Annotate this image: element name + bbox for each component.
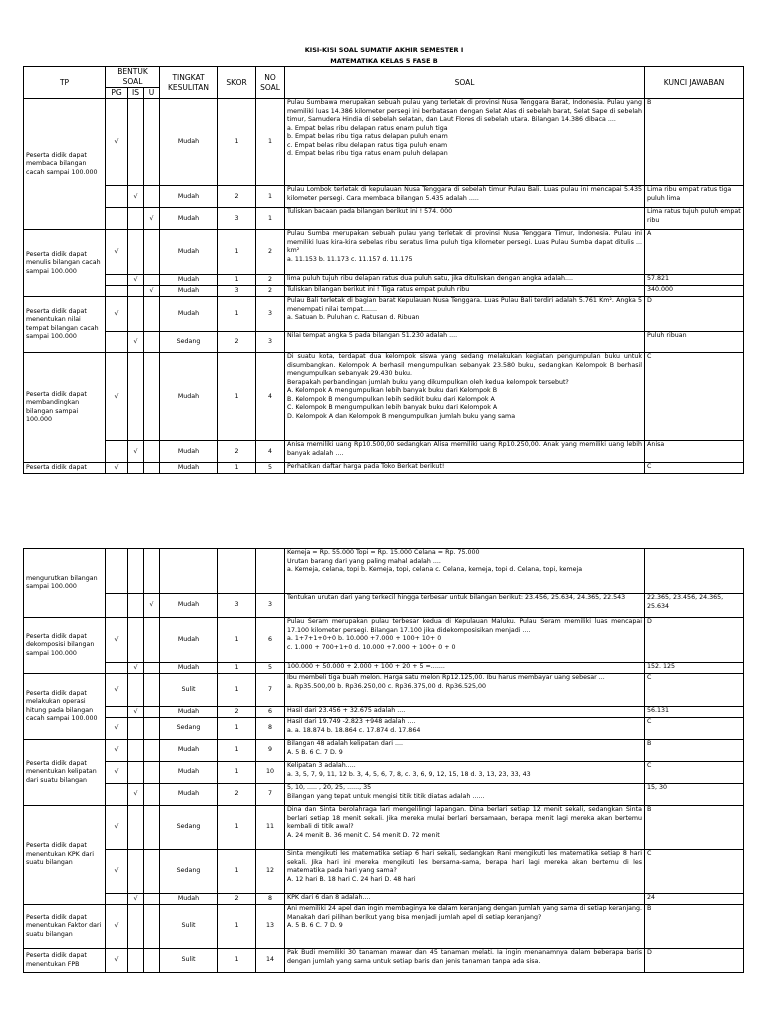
- doc-title: KISI-KISI SOAL SUMATIF AKHIR SEMESTER I: [304, 46, 464, 54]
- soal-text: Dina dan Sinta berolahraga lari mengelilingi lapangan. Dina berlari setiap 12 menit sekali, sedangkan Sinta berlari setiap 18 menit sekali. Jika mereka mulai berlari bersamaan, berapa menit lagi mereka akan bertemu kembali di titik awal?: [287, 806, 642, 830]
- level-cell: Mudah: [160, 99, 218, 186]
- soal-cell: Anisa memiliki uang Rp10.500,00 sedangkan Alisa memiliki uang Rp10.250,00. Anak yang memiliki uang lebih banyak adalah ....: [285, 441, 645, 463]
- skor-cell: 1: [218, 99, 256, 186]
- options: A. 5 B. 6 C. 7 D. 9: [287, 922, 343, 929]
- check-pg: √: [106, 740, 128, 762]
- skor-cell: 2: [218, 784, 256, 806]
- level-cell: Sulit: [160, 905, 218, 949]
- soal-cell: Tuliskan bacaan pada bilangan berikut ini ! 574. 000: [285, 208, 645, 230]
- kunci-cell: C: [645, 718, 744, 740]
- tp-cell: mengurutkan bilangan sampai 100.000: [24, 549, 106, 618]
- no-cell: 13: [256, 905, 285, 949]
- header-no-soal: NO SOAL: [256, 67, 285, 99]
- table-row: [24, 674, 744, 707]
- soal-cell: Pulau Lombok terletak di kepulauan Nusa Tenggara di sebelah timur Pulau Bali. Luas pulau ini mencapai 5.435 kilometer persegi. Cara membaca bilangan 5.435 adalah .....: [285, 186, 645, 208]
- option-c: c. Empat belas ribu delapan ratus tiga puluh enam: [287, 141, 448, 149]
- check-pg: √: [106, 905, 128, 949]
- table-row: [24, 718, 744, 740]
- header-tingkat-kesulitan: TINGKAT KESULITAN: [160, 67, 218, 99]
- option-d: D. Kelompok A dan Kelompok B mengumpulkan jumlah buku yang sama: [287, 412, 516, 420]
- skor-cell: 1: [218, 353, 256, 441]
- soal-cell: [285, 806, 645, 850]
- skor-cell: 1: [218, 740, 256, 762]
- tp-cell: Peserta didik dapat melakukan operasi hitung pada bilangan cacah sampai 100.000: [24, 674, 106, 740]
- no-cell: 2: [256, 286, 285, 297]
- no-cell: 3: [256, 297, 285, 332]
- no-cell: 12: [256, 850, 285, 894]
- no-cell: 1: [256, 208, 285, 230]
- soal-text: Pulau Sumbawa merupakan sebuah pulau yang terletak di provinsi Nusa Tenggara Barat, Indonesia. Pulau yang memiliki luas 14.386 kilometer persegi ini berbatasan dengan Selat Alas di sebelah barat, Selat Sape di sebelah timur, Samudera Hindia di sebelah selatan, dan Laut Flores di sebelah utara. Bilangan 14.386 dibaca ....: [287, 99, 643, 124]
- level-cell: Sedang: [160, 850, 218, 894]
- soal-cell: Tuliskan bilangan berikut ini ! Tiga ratus empat puluh ribu: [285, 286, 645, 297]
- header-skor: SKOR: [218, 67, 256, 99]
- soal-cell: Hasil dari 23.456 + 32.675 adalah ....: [285, 707, 645, 718]
- no-cell: 4: [256, 353, 285, 441]
- soal-cell: Tentukan urutan dari yang terkecil hingga terbesar untuk bilangan berikut: 23.456, 25.634, 24.365, 22.543: [285, 594, 645, 618]
- question: Urutan barang dari yang paling mahal adalah ....: [287, 557, 441, 565]
- check-u: √: [144, 286, 160, 297]
- check-pg: √: [106, 949, 128, 973]
- table-row: [24, 186, 744, 208]
- options: a. Kemeja, celana, topi b. Kemeja, topi, celana c. Celana, kemeja, topi d. Celana, topi, kemeja: [287, 566, 583, 573]
- table-row: [24, 850, 744, 894]
- skor-cell: 1: [218, 230, 256, 275]
- table-row: [24, 230, 744, 275]
- skor-cell: 1: [218, 463, 256, 474]
- level-cell: Mudah: [160, 441, 218, 463]
- header-tp: TP: [24, 67, 106, 99]
- question: Berapakah perbandingan jumlah buku yang dikumpulkan oleh kedua kelompok tersebut?: [287, 378, 569, 386]
- table-row: [24, 463, 744, 474]
- no-cell: 7: [256, 784, 285, 806]
- skor-cell: 1: [218, 850, 256, 894]
- header-is: IS: [128, 88, 144, 99]
- level-cell: Mudah: [160, 208, 218, 230]
- level-cell: Mudah: [160, 594, 218, 618]
- soal-text: Pulau Bali terletak di bagian barat Kepulauan Nusa Tenggara. Luas Pulau Bali terdiri adalah 5.761 Km². Angka 5 menempati nilai tempat.......: [287, 297, 643, 313]
- soal-cell: [285, 784, 645, 806]
- kunci-cell: D: [645, 949, 744, 973]
- kunci-cell: A: [645, 230, 744, 275]
- soal-text: Di suatu kota, terdapat dua kelompok siswa yang sedang melakukan kegiatan pengumpulan buku untuk disumbangkan. Kelompok A berhasil mengumpulkan sebanyak 23.580 buku, sedangkan Kelompok B berhasil mengumpulkan sebanyak 29.430 buku.: [287, 353, 643, 378]
- kisi-table-page2: [23, 548, 744, 973]
- soal-cell: [285, 762, 645, 784]
- check-is: √: [128, 707, 144, 718]
- kunci-cell: C: [645, 353, 744, 441]
- options: a. 11.153 b. 11.173 c. 11.157 d. 11.175: [287, 255, 413, 263]
- options: A. 12 hari B. 18 hari C. 24 hari D. 48 hari: [287, 875, 416, 883]
- check-pg: √: [106, 353, 128, 441]
- header-soal: SOAL: [285, 67, 645, 99]
- soal-cell: KPK dari 6 dan 8 adalah....: [285, 894, 645, 905]
- skor-cell: 2: [218, 332, 256, 353]
- level-cell: Mudah: [160, 707, 218, 718]
- kunci-cell: 22.365, 23.456, 24.365, 25.634: [645, 594, 744, 618]
- check-pg: √: [106, 297, 128, 332]
- no-cell: 8: [256, 894, 285, 905]
- table-row: [24, 740, 744, 762]
- header-bentuk-soal: BENTUK SOAL: [106, 67, 160, 88]
- skor-cell: 1: [218, 663, 256, 674]
- skor-cell: 1: [218, 806, 256, 850]
- check-is: √: [128, 332, 144, 353]
- check-pg: √: [106, 674, 128, 707]
- level-cell: Mudah: [160, 762, 218, 784]
- level-cell: Mudah: [160, 186, 218, 208]
- no-cell: 1: [256, 99, 285, 186]
- soal-cell: Perhatikan daftar harga pada Toko Berkat berikut!: [285, 463, 645, 474]
- soal-text: Bilangan 48 adalah kelipatan dari ....: [287, 740, 404, 747]
- header-pg: PG: [106, 88, 128, 99]
- no-cell: 3: [256, 332, 285, 353]
- check-pg: √: [106, 806, 128, 850]
- check-pg: √: [106, 850, 128, 894]
- soal-text: Pulau Seram merupakan pulau terbesar kedua di Kepulauan Maluku. Pulau Seram memiliki luas mencapai 17.100 kilometer persegi. Bilangan 17.100 jika didekomposisikan menjadi ....: [287, 618, 642, 634]
- no-cell: 6: [256, 707, 285, 718]
- option-a: a. Empat belas ribu delapan ratus enam puluh tiga: [287, 124, 448, 132]
- table-row: [24, 297, 744, 332]
- tp-cell: Peserta didik dapat menentukan kelipatan dari suatu bilangan: [24, 740, 106, 806]
- table-row: [24, 286, 744, 297]
- table-row: [24, 594, 744, 618]
- skor-cell: 2: [218, 894, 256, 905]
- soal-text: Ani memiliki 24 apel dan ingin membaginya ke dalam keranjang dengan jumlah yang sama di setiap keranjang. Manakah dari pilihan berikut yang bisa menjadi jumlah apel di setiap keranjang?: [287, 905, 642, 921]
- tp-cell: Peserta didik dapat dekomposisi bilangan sampai 100.000: [24, 618, 106, 674]
- table-row: [24, 208, 744, 230]
- kunci-cell: 56.131: [645, 707, 744, 718]
- header-u: U: [144, 88, 160, 99]
- table-row: [24, 618, 744, 663]
- no-cell: 9: [256, 740, 285, 762]
- kunci-cell: 340.000: [645, 286, 744, 297]
- level-cell: Mudah: [160, 463, 218, 474]
- no-cell: 5: [256, 463, 285, 474]
- level-cell: Sedang: [160, 718, 218, 740]
- soal-cell: Pak Budi memiliki 30 tanaman mawar dan 45 tanaman melati. Ia ingin menanamnya dalam beberapa baris dengan jumlah yang sama untuk setiap baris dan jenis tanaman tanpa ada sisa.: [285, 949, 645, 973]
- kunci-cell: 15, 30: [645, 784, 744, 806]
- level-cell: Sulit: [160, 949, 218, 973]
- table-row: [24, 707, 744, 718]
- kunci-cell: 57.821: [645, 275, 744, 286]
- soal-cell: [285, 740, 645, 762]
- table-row: [24, 441, 744, 463]
- level-cell: Mudah: [160, 230, 218, 275]
- table-row: [24, 353, 744, 441]
- table-row: [24, 332, 744, 353]
- tp-cell: Peserta didik dapat menentukan KPK dari suatu bilangan: [24, 806, 106, 905]
- options: A. 5 B. 6 C. 7 D. 9: [287, 748, 343, 756]
- no-cell: 14: [256, 949, 285, 973]
- soal-cell: Nilai tempat angka 5 pada bilangan 51.230 adalah ....: [285, 332, 645, 353]
- level-cell: Mudah: [160, 297, 218, 332]
- skor-cell: 3: [218, 286, 256, 297]
- kunci-cell: B: [645, 806, 744, 850]
- check-is: √: [128, 186, 144, 208]
- skor-cell: 1: [218, 718, 256, 740]
- table-row: [24, 894, 744, 905]
- option-d: d. Empat belas ribu tiga ratus enam puluh delapan: [287, 150, 448, 158]
- soal-cell: [285, 99, 645, 186]
- kunci-cell: B: [645, 905, 744, 949]
- check-is: √: [128, 441, 144, 463]
- kunci-cell: Lima ribu empat ratus tiga puluh lima: [645, 186, 744, 208]
- check-is: √: [128, 894, 144, 905]
- table-row: [24, 275, 744, 286]
- soal-cell: [285, 850, 645, 894]
- check-is: √: [128, 784, 144, 806]
- level-cell: Sulit: [160, 674, 218, 707]
- options: a. 3, 5, 7, 9, 11, 12 b. 3, 4, 5, 6, 7, 8, c. 3, 6, 9, 12, 15, 18 d. 3, 13, 23, 33, 43: [287, 770, 531, 778]
- soal-cell: [285, 905, 645, 949]
- skor-cell: 1: [218, 905, 256, 949]
- level-cell: Sedang: [160, 806, 218, 850]
- soal-cell: 100.000 + 50.000 + 2.000 + 100 + 20 + 5 =.......: [285, 663, 645, 674]
- skor-cell: 1: [218, 762, 256, 784]
- option-b: B. Kelompok B mengumpulkan lebih sedikit buku dari Kelompok A: [287, 395, 495, 403]
- tp-cell: Peserta didik dapat membandingkan bilangan sampai 100.000: [24, 353, 106, 463]
- options-ab: a. 1+7+1+0+0 b. 10.000 +7.000 + 100+ 10+ 0: [287, 635, 442, 642]
- check-pg: √: [106, 762, 128, 784]
- table-row: [24, 806, 744, 850]
- options: a. Satuan b. Puluhan c. Ratusan d. Ribuan: [287, 314, 420, 322]
- kunci-cell: D: [645, 618, 744, 663]
- kisi-table-page1: [23, 66, 744, 474]
- skor-cell: 3: [218, 208, 256, 230]
- options-cd: c. 1.000 + 700+1+0 d. 10.000 +7.000 + 100+ 0 + 0: [287, 643, 456, 651]
- tp-cell: Peserta didik dapat menentukan FPB: [24, 949, 106, 973]
- check-pg: √: [106, 463, 128, 474]
- tp-cell: Peserta didik dapat: [24, 463, 106, 474]
- skor-cell: 1: [218, 618, 256, 663]
- kunci-cell: D: [645, 297, 744, 332]
- tp-cell: Peserta didik dapat menentukan nilai tempat bilangan cacah sampai 100.000: [24, 297, 106, 353]
- check-pg: √: [106, 99, 128, 186]
- level-cell: Mudah: [160, 286, 218, 297]
- kunci-cell: 152. 125: [645, 663, 744, 674]
- check-is: √: [128, 663, 144, 674]
- check-pg: √: [106, 618, 128, 663]
- soal-text: Kelipatan 3 adalah.....: [287, 762, 356, 769]
- header-kunci-jawaban: KUNCI JAWABAN: [645, 67, 744, 99]
- kunci-cell: C: [645, 674, 744, 707]
- no-cell: 7: [256, 674, 285, 707]
- kunci-cell: B: [645, 740, 744, 762]
- skor-cell: 2: [218, 707, 256, 718]
- check-u: √: [144, 594, 160, 618]
- tp-cell: Peserta didik dapat menentukan Faktor dari suatu bilangan: [24, 905, 106, 949]
- skor-cell: 2: [218, 186, 256, 208]
- kunci-cell: C: [645, 850, 744, 894]
- no-cell: 5: [256, 663, 285, 674]
- soal-cell: [285, 297, 645, 332]
- check-pg: √: [106, 718, 128, 740]
- level-cell: Mudah: [160, 663, 218, 674]
- level-cell: Mudah: [160, 618, 218, 663]
- level-cell: Mudah: [160, 353, 218, 441]
- skor-cell: 1: [218, 674, 256, 707]
- kunci-cell: C: [645, 762, 744, 784]
- options: A. 24 menit B. 36 menit C. 54 menit D. 72 menit: [287, 831, 440, 839]
- soal-cell: [285, 674, 645, 707]
- soal-text: Pulau Sumba merupakan sebuah pulau yang terletak di provinsi Nusa Tenggara Timur, Indonesia. Pulau ini memiliki luas kira-kira sebelas ribu seratus lima puluh tiga kilometer persegi. Luas Pulau Sumba dapat ditulis ... km²: [287, 230, 643, 255]
- kunci-cell: C: [645, 463, 744, 474]
- tp-cell: Peserta didik dapat membaca bilangan cacah sampai 100.000: [24, 99, 106, 230]
- option-a: A. Kelompok A mengumpulkan lebih banyak buku dari Kelompok B: [287, 387, 498, 395]
- no-cell: 10: [256, 762, 285, 784]
- skor-cell: 2: [218, 441, 256, 463]
- no-cell: 11: [256, 806, 285, 850]
- no-cell: 6: [256, 618, 285, 663]
- skor-cell: 1: [218, 297, 256, 332]
- doc-subtitle: MATEMATIKA KELAS 5 FASE B: [330, 57, 438, 65]
- level-cell: Mudah: [160, 784, 218, 806]
- soal-text: Hasil dari 19.749 -2.823 +948 adalah ....: [287, 718, 416, 725]
- question: Bilangan yang tepat untuk mengisi titik titik diatas adalah ......: [287, 792, 485, 800]
- kunci-cell: Anisa: [645, 441, 744, 463]
- table-row: [24, 949, 744, 973]
- price-list: Kemeja = Rp. 55.000 Topi = Rp. 15.000 Celana = Rp. 75.000: [287, 549, 480, 556]
- kunci-cell: Lima ratus tujuh puluh empat ribu: [645, 208, 744, 230]
- option-c: C. Kelompok B mengumpulkan lebih banyak buku dari Kelompok A: [287, 404, 498, 412]
- soal-cell: [285, 618, 645, 663]
- soal-cell: [285, 353, 645, 441]
- no-cell: 4: [256, 441, 285, 463]
- options: a. Rp35.500,00 b. Rp36.250,00 c. Rp36.375,00 d. Rp36.525,00: [287, 682, 487, 690]
- option-b: b. Empat belas ribu tiga ratus delapan puluh enam: [287, 133, 448, 141]
- no-cell: 8: [256, 718, 285, 740]
- check-pg: √: [106, 230, 128, 275]
- no-cell: 3: [256, 594, 285, 618]
- table-row: [24, 905, 744, 949]
- level-cell: Sedang: [160, 332, 218, 353]
- kunci-cell: 24: [645, 894, 744, 905]
- soal-text: 5, 10, ..... , 20, 25, ......, 35: [287, 784, 372, 791]
- options: a. a. 18.874 b. 18.864 c. 17.874 d. 17.864: [287, 726, 421, 734]
- table-row: [24, 99, 744, 186]
- soal-text: Sinta mengikuti les matematika setiap 6 hari sekali, sedangkan Rani mengikuti les matematika setiap 8 hari sekali. Jika hari ini mereka mengikuti les bersama-sama, berapa hari lagi mereka akan bertemu di les matematika pada hari yang sama?: [287, 850, 642, 874]
- no-cell: 2: [256, 275, 285, 286]
- soal-cell: lima puluh tujuh ribu delapan ratus dua puluh satu, jika dituliskan dengan angka adalah....: [285, 275, 645, 286]
- soal-cell: [285, 549, 645, 594]
- level-cell: Mudah: [160, 894, 218, 905]
- skor-cell: 3: [218, 594, 256, 618]
- soal-cell: [285, 718, 645, 740]
- skor-cell: 1: [218, 275, 256, 286]
- no-cell: 1: [256, 186, 285, 208]
- kunci-cell: Puluh ribuan: [645, 332, 744, 353]
- level-cell: Mudah: [160, 740, 218, 762]
- no-cell: 2: [256, 230, 285, 275]
- table-row: [24, 762, 744, 784]
- soal-text: Ibu membeli tiga buah melon. Harga satu melon Rp12.125,00. Ibu harus membayar uang sebesar ...: [287, 674, 605, 681]
- level-cell: Mudah: [160, 275, 218, 286]
- table-row: [24, 663, 744, 674]
- soal-cell: [285, 230, 645, 275]
- kunci-cell: B: [645, 99, 744, 186]
- skor-cell: 1: [218, 949, 256, 973]
- check-u: √: [144, 208, 160, 230]
- table-row: [24, 784, 744, 806]
- table-row: [24, 549, 744, 594]
- tp-cell: Peserta didik dapat menulis bilangan cacah sampai 100.000: [24, 230, 106, 297]
- check-is: √: [128, 275, 144, 286]
